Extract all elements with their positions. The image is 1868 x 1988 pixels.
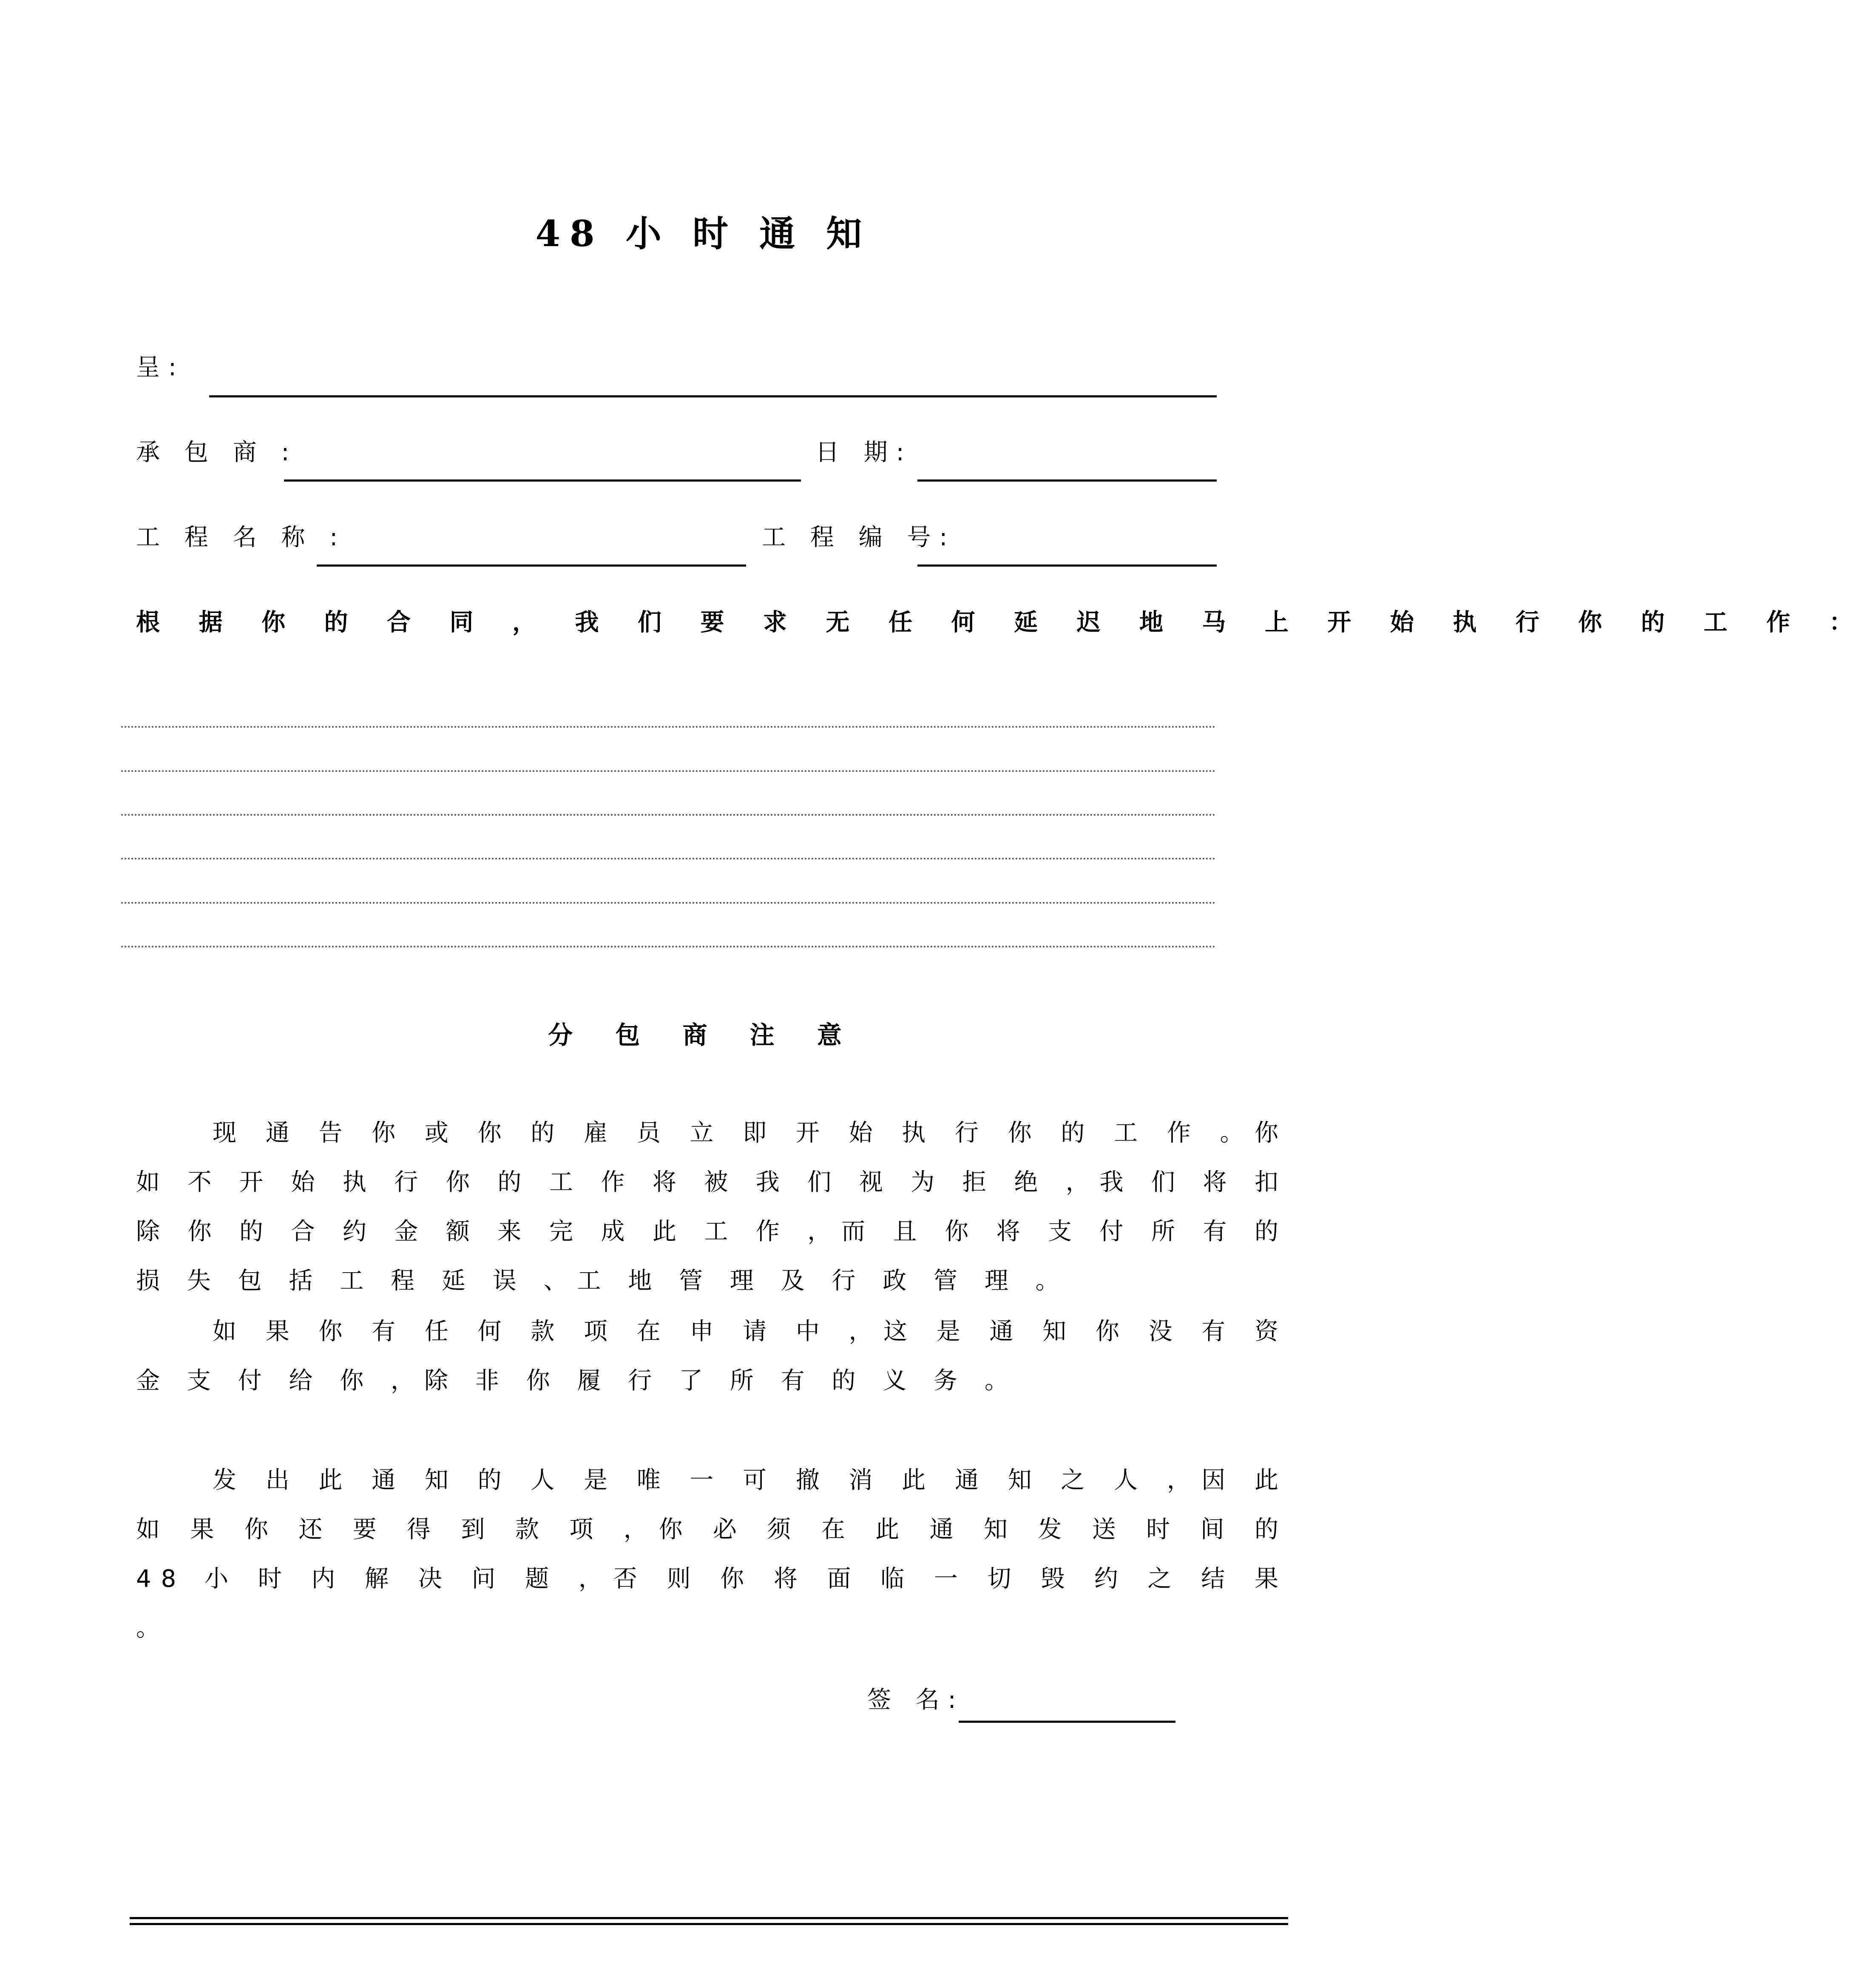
date-field[interactable]	[917, 479, 1217, 482]
signature-field[interactable]	[959, 1721, 1175, 1723]
document-title: 48 小 时 通 知	[535, 213, 872, 255]
notice-paragraph-3: 发 出 此 通 知 的 人 是 唯 一 可 撤 消 此 通 知 之 人 ，因 此 如 果 你 还 要 得 到 款 项 ，你 必 须 在 此 通 知 发 送 时 间 的 48 小 时 内 解 决 问 题 ，否 则 你 将 面 临 一 切 毁 约 之 结 果 。	[136, 1466, 1288, 1642]
to-field[interactable]	[209, 395, 1217, 397]
footer-rule	[130, 1923, 1288, 1925]
project-number-field[interactable]	[917, 564, 1217, 567]
notice-heading: 分 包 商 注 意	[548, 1021, 859, 1049]
work-line[interactable]	[121, 726, 1216, 728]
project-name-field[interactable]	[317, 564, 746, 567]
signature-label: 签 名:	[867, 1686, 965, 1714]
work-line[interactable]	[121, 946, 1216, 947]
project-name-label: 工 程 名 称 :	[136, 524, 346, 551]
notice-paragraph-1: 现 通 告 你 或 你 的 雇 员 立 即 开 始 执 行 你 的 工 作 。你 如 不 开 始 执 行 你 的 工 作 将 被 我 们 视 为 拒 绝 ，我 们 将 扣 除 你 的 合 约 金 额 来 完 成 此 工 作 ，而 且 你 将 支 付 所 有 的 损 失 包 括 工 程 延 误 、工 地 管 理 及 行 政 管 理 。	[136, 1119, 1288, 1295]
footer-rule	[130, 1917, 1288, 1919]
project-number-label: 工 程 编 号:	[762, 524, 956, 551]
work-line[interactable]	[121, 814, 1216, 816]
contractor-field[interactable]	[284, 479, 801, 482]
work-line[interactable]	[121, 858, 1216, 859]
date-label: 日 期:	[815, 439, 913, 466]
work-line[interactable]	[121, 902, 1216, 904]
work-line[interactable]	[121, 770, 1216, 772]
instruction-text: 根 据 你 的 合 同 ， 我 们 要 求 无 任 何 延 迟 地 马 上 开 始 执 行 你 的 工 作 ：	[136, 609, 1868, 636]
notice-paragraph-2: 如 果 你 有 任 何 款 项 在 申 请 中 ，这 是 通 知 你 没 有 资 金 支 付 给 你 ，除 非 你 履 行 了 所 有 的 义 务 。	[136, 1318, 1288, 1395]
to-label: 呈:	[136, 354, 185, 381]
contractor-label: 承 包 商 :	[136, 439, 298, 466]
